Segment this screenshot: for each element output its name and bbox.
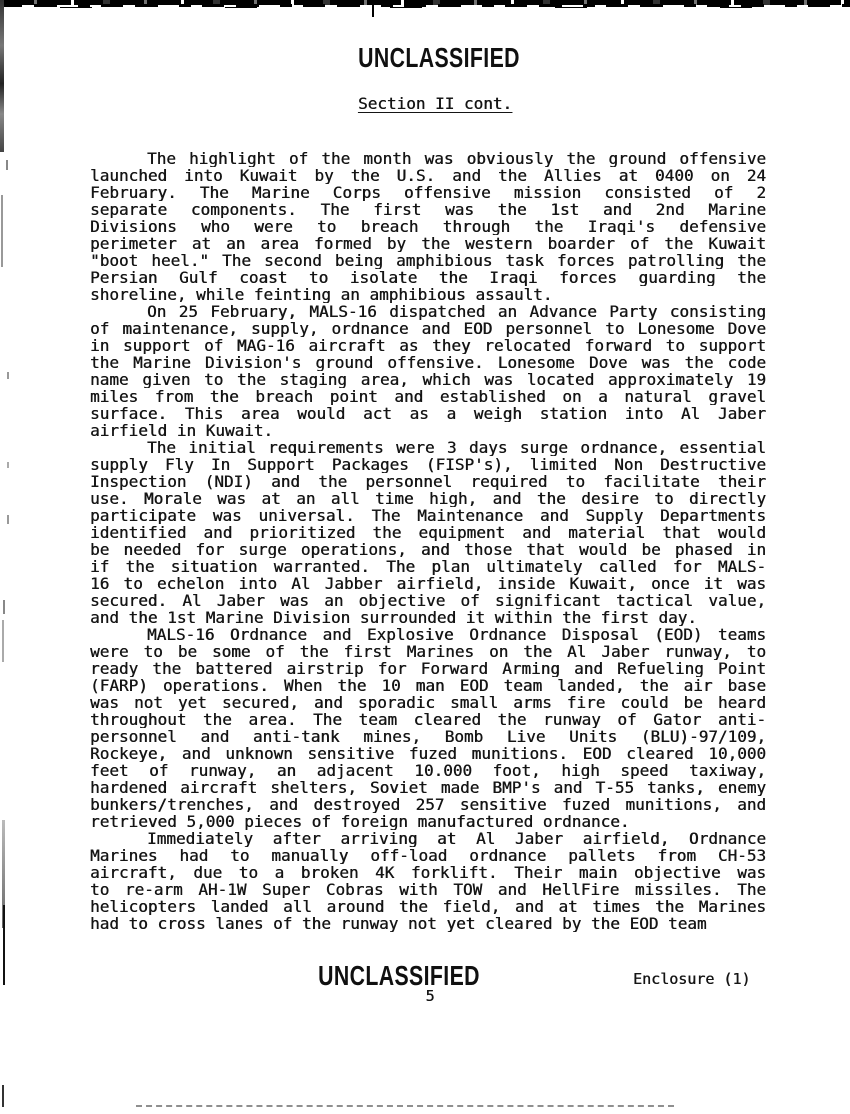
body-line: bunkers/trenches, and destroyed 257 sensitive fuzed munitions, and [90,796,766,813]
body-line: to re-arm AH-1W Super Cobras with TOW and HellFire missiles. The [90,881,766,898]
scan-artifact-left-edge [3,905,5,985]
body-line: helicopters landed all around the field, and at times the Marines [90,898,766,915]
page-number: 5 [425,987,435,1005]
body-line: in support of MAG-16 aircraft as they relocated forward to support [90,337,766,354]
body-line: February. The Marine Corps offensive mission consisted of 2 [90,184,766,201]
body-line: identified and prioritized the equipment and material that would [90,524,766,541]
scan-artifact-bottom-edge [136,1105,674,1107]
body-line: Persian Gulf coast to isolate the Iraqi forces guarding the [90,269,766,286]
body-line: Divisions who were to breach through the Iraqi's defensive [90,218,766,235]
body-line: On 25 February, MALS-16 dispatched an Advance Party consisting [147,303,766,320]
body-line: shoreline, while feinting an amphibious assault. [90,286,553,303]
body-line: be needed for surge operations, and those that would be phased in [90,541,766,558]
scan-artifact-left-edge [2,620,4,662]
classification-banner-top: UNCLASSIFIED [358,42,520,73]
body-line: aircraft, due to a broken 4K forklift. Their main objective was [90,864,766,881]
body-line: throughout the area. The team cleared the runway of Gator anti- [90,711,766,728]
body-line: secured. Al Jaber was an objective of significant tactical value, [90,592,766,609]
body-line: the Marine Division's ground offensive. Lonesome Dove was the code [90,354,766,371]
body-line: launched into Kuwait by the U.S. and the Allies at 0400 on 24 [90,167,766,184]
body-line: (FARP) operations. When the 10 man EOD team landed, the air base [90,677,766,694]
body-line: personnel and anti-tank mines, Bomb Live Units (BLU)-97/109, [90,728,766,745]
body-line: feet of runway, an adjacent 10.000 foot, high speed taxiway, [90,762,766,779]
body-line: 16 to echelon into Al Jabber airfield, inside Kuwait, once it was [90,575,766,592]
body-line: miles from the breach point and established on a natural gravel [90,388,766,405]
scan-artifact-speck [7,462,9,468]
body-line: supply Fly In Support Packages (FISP's), limited Non Destructive [90,456,766,473]
body-line: Immediately after arriving at Al Jaber airfield, Ordnance [147,830,766,847]
scan-artifact-left-edge [0,0,4,152]
body-line: and the 1st Marine Division surrounded it within the first day. [90,609,697,626]
body-line: had to cross lanes of the runway not yet cleared by the EOD team [90,915,707,932]
body-line: Inspection (NDI) and the personnel required to facilitate their [90,473,766,490]
scan-artifact-speck [2,1085,4,1107]
body-line: ready the battered airstrip for Forward Arming and Refueling Point [90,660,766,677]
body-line: MALS-16 Ordnance and Explosive Ordnance Disposal (EOD) teams [147,626,766,643]
body-line: Marines had to manually off-load ordnance pallets from CH-53 [90,847,766,864]
body-line: perimeter at an area formed by the western boarder of the Kuwait [90,235,766,252]
body-line: surface. This area would act as a weigh station into Al Jaber [90,405,766,422]
body-line: airfield in Kuwait. [90,422,274,439]
classification-banner-bottom: UNCLASSIFIED [318,960,480,991]
body-line: The initial requirements were 3 days surge ordnance, essential [147,439,766,456]
scan-artifact-speck [7,515,9,524]
scan-artifact-tick [372,5,374,17]
body-line: "boot heel." The second being amphibious task forces patrolling the [90,252,766,269]
body-line: hardened aircraft shelters, Soviet made BMP's and T-55 tanks, enemy [90,779,766,796]
body-line: Rockeye, and unknown sensitive fuzed munitions. EOD cleared 10,000 [90,745,766,762]
scan-artifact-left-edge [1,195,3,267]
section-title [10,95,850,113]
body-line: participate was universal. The Maintenance and Supply Departments [90,507,766,524]
scan-artifact-speck [6,160,8,170]
scan-artifact-speck [7,372,9,379]
body-line: if the situation warranted. The plan ultimately called for MALS- [90,558,766,575]
body-line: The highlight of the month was obviously the ground offensive [147,150,766,167]
body-line: retrieved 5,000 pieces of foreign manufactured ordnance. [90,813,630,830]
body-line: were to be some of the first Marines on the Al Jaber runway, to [90,643,766,660]
body-line: of maintenance, supply, ordnance and EOD personnel to Lonesome Dove [90,320,766,337]
scan-artifact-speck [3,600,5,614]
enclosure-label: Enclosure (1) [633,970,751,988]
body-line: use. Morale was at an all time high, and the desire to directly [90,490,766,507]
body-line: was not yet secured, and sporadic small arms fire could be heard [90,694,766,711]
scan-artifact-top-edge [0,7,850,8]
body-line: separate components. The first was the 1st and 2nd Marine [90,201,766,218]
document-body [90,150,766,932]
section-title-text: Section II cont. [357,94,513,113]
body-line: name given to the staging area, which was located approximately 19 [90,371,766,388]
